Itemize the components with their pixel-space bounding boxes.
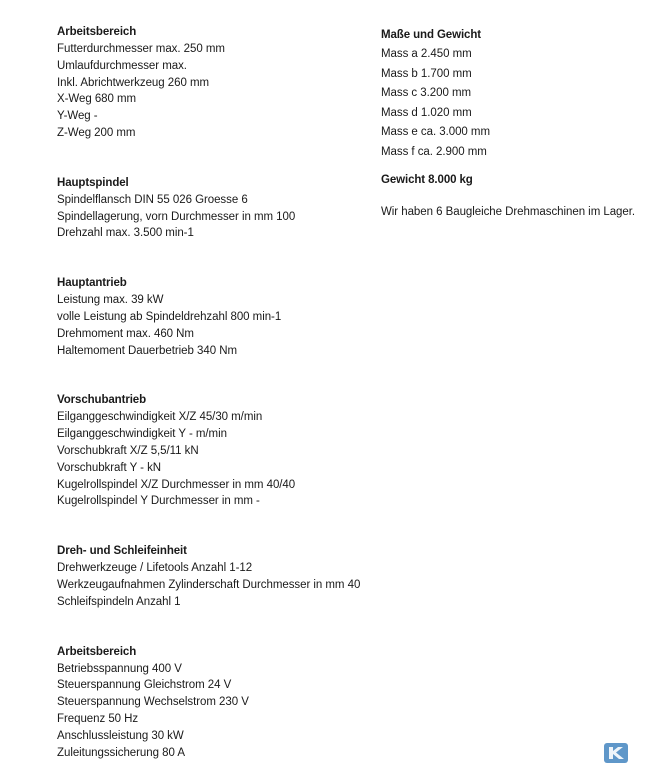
right-column	[381, 26, 666, 223]
dimension-line: Mass d 1.020 mm	[381, 106, 472, 119]
spec-line: Eilganggeschwindigkeit X/Z 45/30 m/min	[57, 411, 263, 424]
dimension-line: Mass b 1.700 mm	[381, 67, 472, 80]
left-column	[57, 24, 387, 761]
stock-note: Wir haben 6 Baugleiche Drehmaschinen im Lager.	[381, 206, 636, 218]
spec-line: Umlaufdurchmesser max.	[57, 59, 187, 72]
spec-line: Eilganggeschwindigkeit Y - m/min	[57, 428, 227, 441]
section-title: Hauptantrieb	[57, 277, 127, 290]
spec-line: Futterdurchmesser max. 250 mm	[57, 43, 225, 55]
spec-line: Betriebsspannung 400 V	[57, 662, 182, 675]
spec-line: Frequenz 50 Hz	[57, 712, 139, 725]
spec-line: Inkl. Abrichtwerkzeug 260 mm	[57, 76, 209, 89]
section-title: Dreh- und Schleifeinheit	[57, 545, 187, 558]
weight-label: Gewicht 8.000 kg	[381, 174, 473, 186]
dimension-line: Mass a 2.450 mm	[381, 48, 472, 60]
dimension-line: Mass f ca. 2.900 mm	[381, 145, 487, 158]
spec-line: Vorschubkraft Y - kN	[57, 461, 162, 474]
spec-line: Anschlussleistung 30 kW	[57, 729, 184, 742]
spec-line: Zuleitungssicherung 80 A	[57, 746, 185, 759]
spec-line: Y-Weg -	[57, 110, 98, 123]
spec-line: Drehwerkzeuge / Lifetools Anzahl 1-12	[57, 562, 253, 575]
section-vorschubantrieb	[57, 392, 387, 510]
spec-line: Z-Weg 200 mm	[57, 126, 136, 139]
spec-line: Kugelrollspindel X/Z Durchmesser in mm 40/40	[57, 478, 296, 491]
section-title: Arbeitsbereich	[57, 645, 137, 658]
section-title: Hauptspindel	[57, 176, 129, 189]
section-title: Vorschubantrieb	[57, 394, 147, 407]
section-masse-gewicht	[381, 26, 666, 162]
spec-line: Haltemoment Dauerbetrieb 340 Nm	[57, 344, 237, 357]
spec-line: Drehmoment max. 460 Nm	[57, 327, 194, 340]
spec-line: Spindelflansch DIN 55 026 Groesse 6	[57, 193, 248, 206]
section-hauptantrieb	[57, 275, 387, 359]
dimension-line: Mass c 3.200 mm	[381, 87, 471, 99]
spec-line: Steuerspannung Gleichstrom 24 V	[57, 679, 232, 692]
spec-line: X-Weg 680 mm	[57, 93, 137, 106]
section-arbeitsbereich	[57, 24, 387, 142]
spec-line: Spindellagerung, vorn Durchmesser in mm 100	[57, 210, 296, 223]
section-hauptspindel	[57, 175, 387, 242]
dimension-line: Mass e ca. 3.000 mm	[381, 126, 490, 138]
section-arbeitsbereich-elektrik	[57, 644, 387, 762]
spec-line: Kugelrollspindel Y Durchmesser in mm -	[57, 495, 260, 508]
spec-line: Schleifspindeln Anzahl 1	[57, 595, 181, 608]
app-logo-icon[interactable]	[604, 743, 628, 763]
spec-line: Leistung max. 39 kW	[57, 294, 164, 307]
section-dreh-schleifeinheit	[57, 543, 387, 610]
section-title: Arbeitsbereich	[57, 26, 137, 38]
spec-line: Werkzeugaufnahmen Zylinderschaft Durchmesser in mm 40	[57, 578, 361, 591]
spec-line: Vorschubkraft X/Z 5,5/11 kN	[57, 444, 199, 457]
spec-line: Steuerspannung Wechselstrom 230 V	[57, 696, 249, 709]
spec-line: volle Leistung ab Spindeldrehzahl 800 min-1	[57, 310, 282, 323]
section-title: Maße und Gewicht	[381, 29, 481, 41]
spec-line: Drehzahl max. 3.500 min-1	[57, 227, 194, 240]
